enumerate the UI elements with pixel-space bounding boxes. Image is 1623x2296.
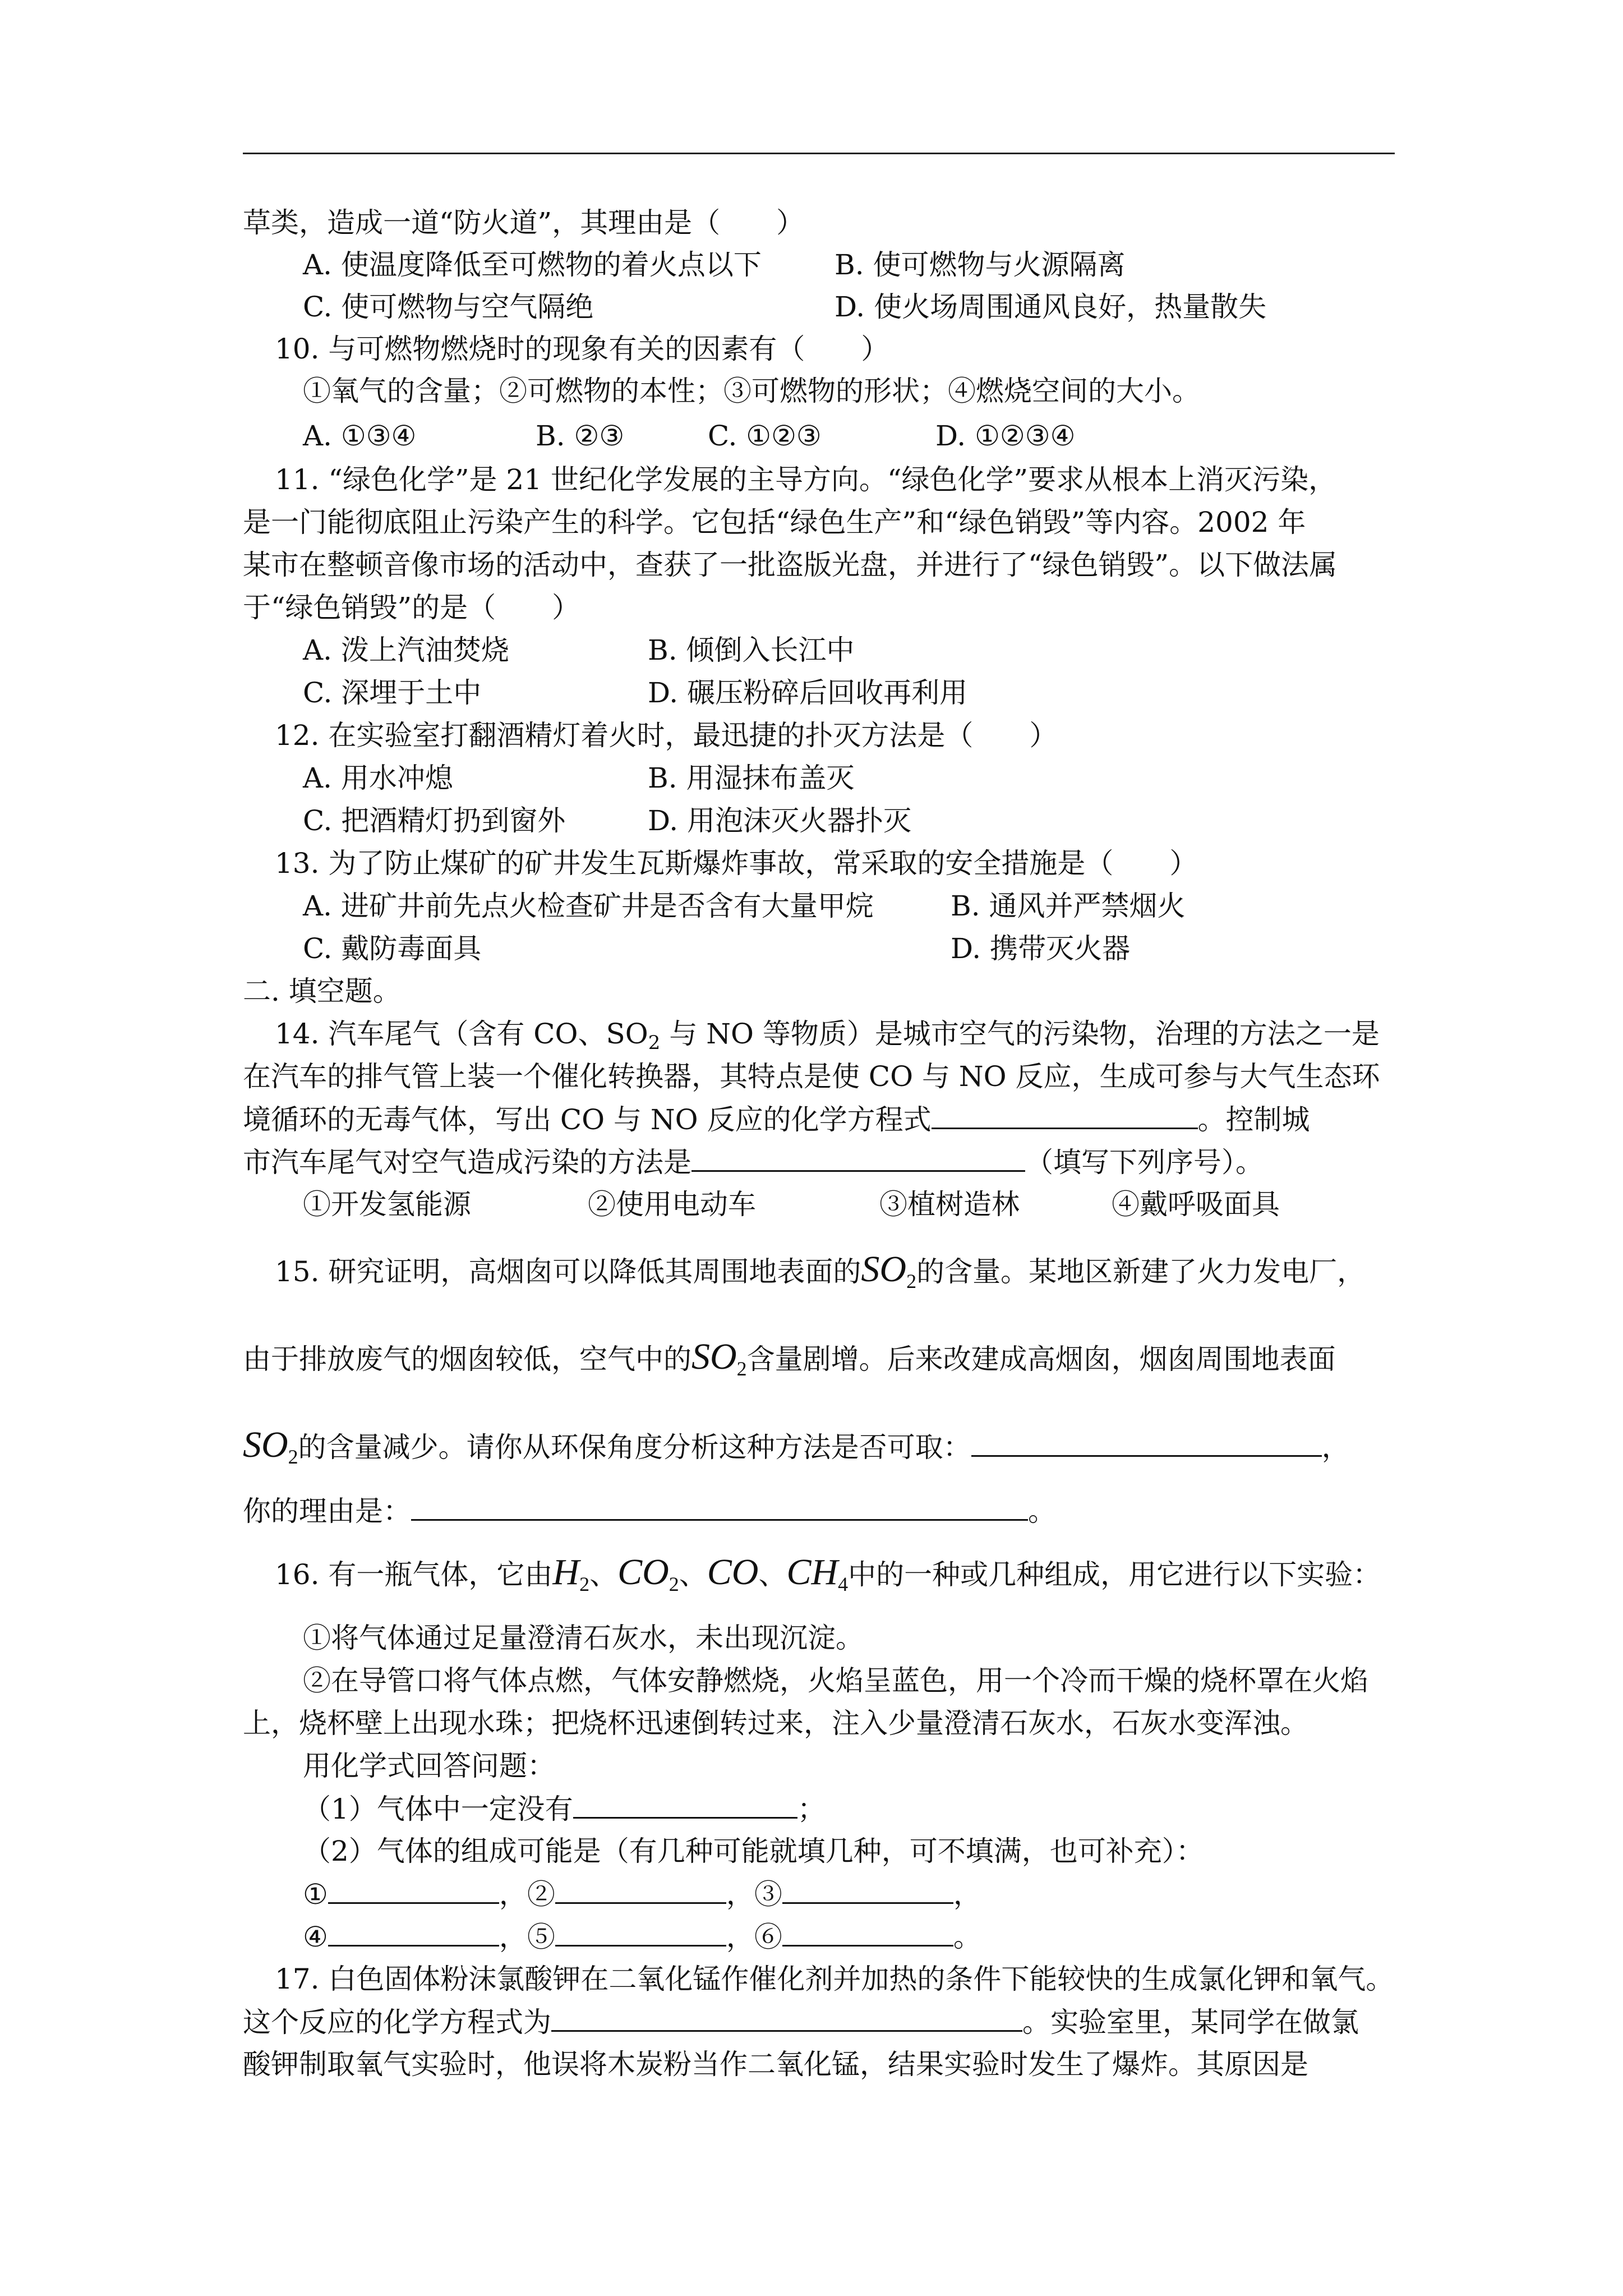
q16-part-2: （2）气体的组成可能是（有几种可能就填几种，可不填满，也可补充）： [303, 1835, 1204, 1867]
q16-absent-gas-blank[interactable] [573, 1795, 797, 1819]
q12-option-c: C. 把酒精灯扔到窗外 [303, 804, 566, 837]
formula-so2: $SO_2$ [861, 1249, 917, 1292]
q13-stem: 13. 为了防止煤矿的矿井发生瓦斯爆炸事故，常采取的安全措施是（ ） [275, 847, 1198, 880]
q12-stem: 12. 在实验室打翻酒精灯着火时，最迅捷的扑灭方法是（ ） [275, 719, 1058, 752]
q16-part-1: （1）气体中一定没有 ； [303, 1793, 826, 1825]
q11-option-c: C. 深埋于土中 [303, 677, 482, 709]
formula-co: CO [707, 1552, 759, 1593]
q9-option-c: C. 使可燃物与空气隔绝 [303, 291, 594, 323]
q14-line-4: 市汽车尾气对空气造成污染的方法是 （填写下列序号）。 [243, 1146, 1264, 1179]
q9-stem-tail: 草类，造成一道“防火道”，其理由是（ ） [243, 206, 805, 239]
q15-line-4: 你的理由是： 。 [243, 1495, 1056, 1527]
q14-line-2: 在汽车的排气管上装一个催化转换器，其特点是使 CO 与 NO 反应，生成可参与大气生态环 [243, 1060, 1380, 1093]
q15-line-2: 由于排放废气的烟囱较低，空气中的$SO_2$含量剧增。后来改建成高烟囱，烟囱周围地表面 [243, 1336, 1336, 1380]
q14-method-blank[interactable] [691, 1148, 1025, 1172]
q12-option-b: B. 用湿抹布盖灭 [648, 762, 855, 794]
q14-option-1: ①开发氢能源 [303, 1188, 471, 1221]
q16-blank-3[interactable] [782, 1880, 953, 1904]
q16-step-2-line-1: ②在导管口将气体点燃，气体安静燃烧，火焰呈蓝色，用一个冷而干燥的烧杯罩在火焰 [303, 1664, 1368, 1697]
header-rule [243, 153, 1395, 154]
q14-line-1: 14. 汽车尾气（含有 CO、$SO_2$ 与 NO 等物质）是城市空气的污染物，治理的方法之一是 [275, 1018, 1380, 1054]
q12-option-a: A. 用水冲熄 [303, 762, 453, 794]
q9-option-b: B. 使可燃物与火源隔离 [834, 249, 1126, 281]
q17-line-1: 17. 白色固体粉沫氯酸钾在二氧化锰作催化剂并加热的条件下能较快的生成氯化钾和氧气。 [275, 1963, 1394, 1995]
q14-option-4: ④戴呼吸面具 [1112, 1188, 1280, 1221]
q16-answer-row-2: ④ ，⑤ ，⑥ 。 [303, 1921, 981, 1953]
q15-reason-blank[interactable] [411, 1497, 1028, 1521]
formula-ch4: $CH_4$ [786, 1552, 849, 1595]
q11-line-1: 11. “绿色化学”是 21 世纪化学发展的主导方向。“绿色化学”要求从根本上消灭污染， [275, 463, 1337, 496]
formula-so2: $SO_2$ [691, 1336, 747, 1380]
q14-option-3: ③植树造林 [879, 1188, 1020, 1221]
q16-blank-5[interactable] [555, 1922, 726, 1947]
q11-line-3: 某市在整顿音像市场的活动中，查获了一批盗版光盘，并进行了“绿色销毁”。以下做法属 [243, 549, 1338, 581]
q16-blank-4[interactable] [328, 1922, 499, 1947]
q17-line-3: 酸钾制取氧气实验时，他误将木炭粉当作二氧化锰，结果实验时发生了爆炸。其原因是 [243, 2048, 1308, 2081]
q16-step-1: ①将气体通过足量澄清石灰水，未出现沉淀。 [303, 1622, 864, 1654]
q10-option-a: A. ①③④ [303, 420, 417, 452]
q15-line-1: 15. 研究证明，高烟囱可以降低其周围地表面的$SO_2$的含量。某地区新建了火力发电厂， [275, 1249, 1366, 1292]
q13-option-c: C. 戴防毒面具 [303, 932, 482, 965]
q14-option-2: ②使用电动车 [588, 1188, 756, 1221]
section-heading-fill-in: 二. 填空题。 [243, 975, 401, 1007]
q16-instruction: 用化学式回答问题： [303, 1750, 555, 1782]
formula-h2: $H_2$ [552, 1552, 590, 1595]
q11-line-2: 是一门能彻底阻止污染产生的科学。它包括“绿色生产”和“绿色销毁”等内容。2002 年 [243, 506, 1306, 539]
q14-equation-blank[interactable] [932, 1105, 1198, 1129]
q15-feasibility-blank[interactable] [971, 1433, 1322, 1457]
formula-co2: $CO_2$ [617, 1552, 679, 1595]
q10-option-c: C. ①②③ [708, 420, 822, 452]
q9-option-d: D. 使火场周围通风良好，热量散失 [834, 291, 1267, 323]
q13-option-b: B. 通风并严禁烟火 [951, 890, 1186, 922]
q11-line-4: 于“绿色销毁”的是（ ） [243, 591, 580, 624]
q16-blank-6[interactable] [782, 1922, 953, 1947]
q17-line-2: 这个反应的化学方程式为 。实验室里，某同学在做氯 [243, 2006, 1359, 2039]
q11-option-a: A. 泼上汽油焚烧 [303, 634, 509, 666]
q10-option-d: D. ①②③④ [935, 420, 1076, 452]
q16-blank-1[interactable] [328, 1880, 499, 1904]
formula-so2: $SO_2$ [243, 1424, 298, 1468]
q10-stem: 10. 与可燃物燃烧时的现象有关的因素有（ ） [275, 333, 889, 365]
q12-option-d: D. 用泡沫灭火器扑灭 [648, 804, 912, 837]
q16-answer-row-1: ① ，② ，③ ， [303, 1878, 981, 1911]
q10-option-b: B. ②③ [536, 420, 625, 452]
q14-line-3: 境循环的无毒气体，写出 CO 与 NO 反应的化学方程式 。控制城 [243, 1103, 1310, 1136]
q11-option-d: D. 碾压粉碎后回收再利用 [648, 677, 968, 709]
q15-line-3: $SO_2$的含量减少。请你从环保角度分析这种方法是否可取： ， [243, 1424, 1350, 1468]
q16-stem: 16. 有一瓶气体，它由$H_2$、$CO_2$、CO、$CH_4$中的一种或几种组成，用它进行以下实验： [275, 1552, 1381, 1595]
q16-blank-2[interactable] [555, 1880, 726, 1904]
q16-step-2-line-2: 上，烧杯壁上出现水珠；把烧杯迅速倒转过来，注入少量澄清石灰水，石灰水变浑浊。 [243, 1707, 1308, 1740]
q17-equation-blank[interactable] [551, 2008, 1022, 2032]
q9-option-a: A. 使温度降低至可燃物的着火点以下 [303, 249, 762, 281]
q13-option-d: D. 携带灭火器 [951, 932, 1131, 965]
q13-option-a: A. 进矿井前先点火检查矿井是否含有大量甲烷 [303, 890, 874, 922]
q10-factors: ①氧气的含量；②可燃物的本性；③可燃物的形状；④燃烧空间的大小。 [303, 375, 1200, 407]
q11-option-b: B. 倾倒入长江中 [648, 634, 855, 666]
